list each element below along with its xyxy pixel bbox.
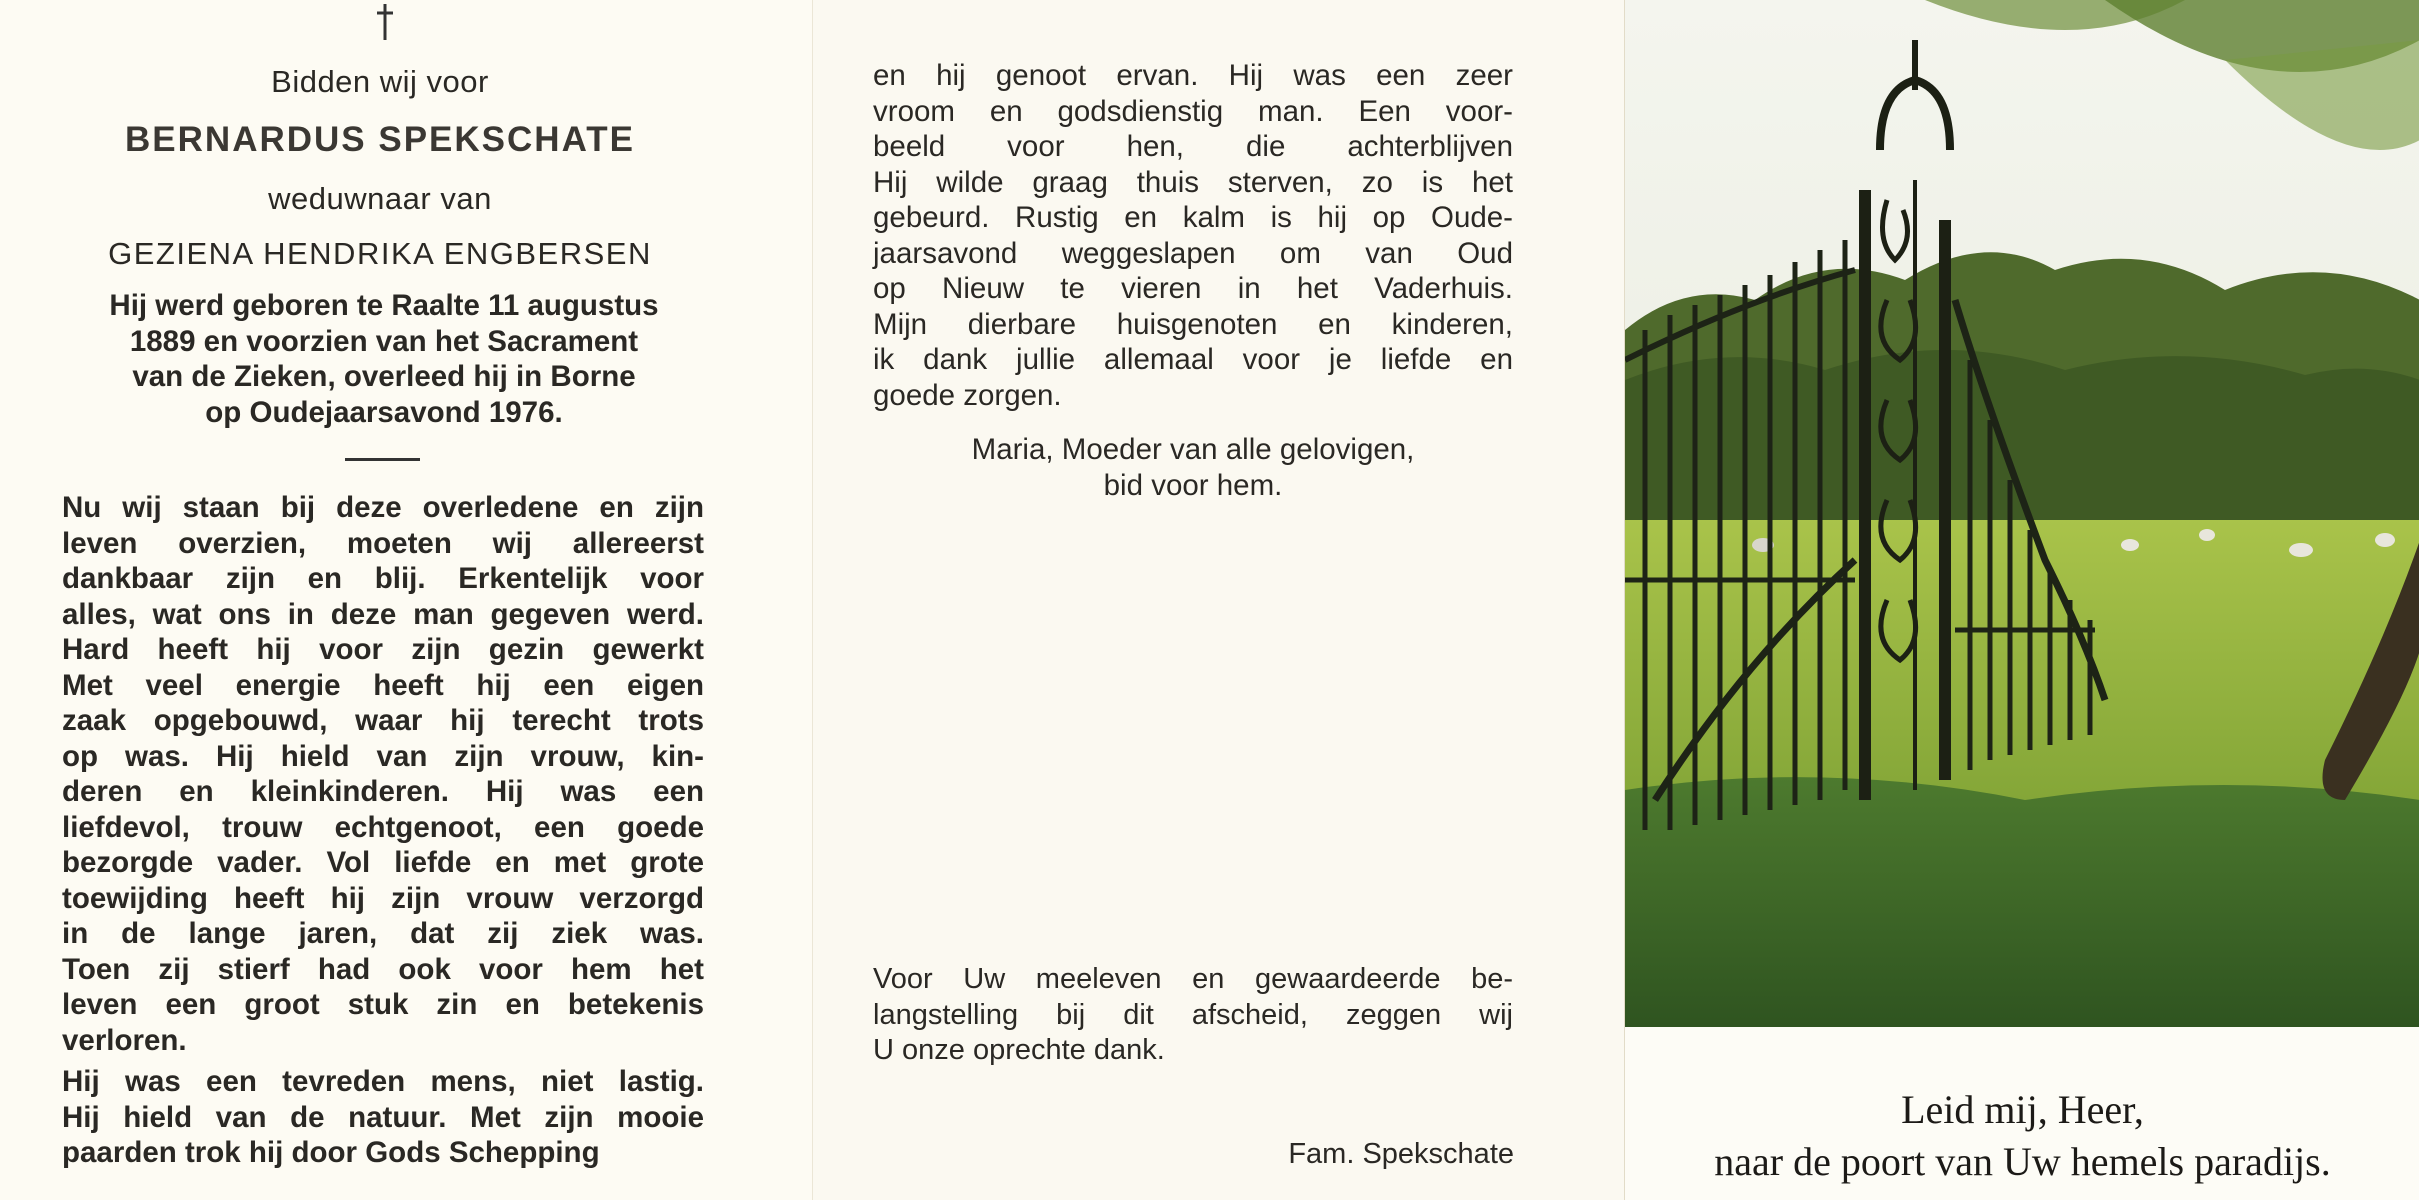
- text-line: zaak opgebouwd, waar hij terecht trots: [62, 704, 704, 737]
- caption-line-2: naar de poort van Uw hemels paradijs.: [1714, 1139, 2331, 1184]
- text-line: Toen zij stierf had ook voor hem het: [62, 952, 704, 986]
- text-line: toewijding heeft hij zijn vrouw verzorgd: [62, 881, 704, 915]
- text-line: Voor Uw meeleven en gewaardeerde be-: [873, 963, 1513, 995]
- text-line: verloren.: [62, 1023, 187, 1057]
- text-line: bezorgde vader. Vol liefde en met grote: [62, 846, 704, 879]
- text-line: leven overzien, moeten wij allereerst: [62, 526, 704, 560]
- text-line: U onze oprechte dank.: [873, 1034, 1165, 1066]
- text-line: Maria, Moeder van alle gelovigen,: [971, 433, 1415, 466]
- text-line: liefdevol, trouw echtgenoot, een goede: [62, 810, 704, 844]
- middle-panel: [812, 0, 1624, 1200]
- text-line: in de lange jaren, dat zij ziek was.: [62, 917, 704, 950]
- text-line: vroom en godsdienstig man. Een voor-: [873, 94, 1513, 128]
- cross-icon: [370, 2, 400, 42]
- right-panel: [1624, 0, 2419, 1200]
- birth-info: [64, 288, 704, 430]
- section-divider: [345, 458, 420, 461]
- text-line: Mijn dierbare huisgenoten en kinderen,: [873, 307, 1513, 341]
- text-line: beeld voor hen, die achterblijven: [873, 130, 1513, 163]
- left-panel: [0, 0, 812, 1200]
- thanks-text: [873, 962, 1513, 1069]
- caption-line-1: Leid mij, Heer,: [1901, 1087, 2144, 1132]
- text-line: gebeurd. Rustig en kalm is hij op Oude-: [873, 201, 1513, 234]
- garden-gate-photo-icon: [1625, 0, 2419, 1027]
- text-line: op Nieuw te vieren in het Vaderhuis.: [873, 272, 1513, 305]
- text-line: jaarsavond weggeslapen om van Oud: [873, 236, 1513, 270]
- prayer-header: Bidden wij voor: [271, 64, 489, 99]
- text-line: bid voor hem.: [1103, 468, 1283, 502]
- text-line: paarden trok hij door Gods Schepping: [62, 1136, 600, 1169]
- text-line: goede zorgen.: [873, 378, 1062, 412]
- relation-text: weduwnaar van: [268, 181, 492, 216]
- text-line: Nu wij staan bij deze overledene en zijn: [62, 491, 704, 524]
- text-line: 1889 en voorzien van het Sacrament: [129, 324, 639, 358]
- text-line: op was. Hij hield van zijn vrouw, kin-: [62, 739, 704, 773]
- text-line: deren en kleinkinderen. Hij was een: [62, 775, 704, 808]
- memorial-text-continued: [62, 1064, 704, 1171]
- signature: Fam. Spekschate: [1288, 1138, 1514, 1170]
- text-line: Hij wilde graag thuis sterven, zo is het: [873, 165, 1513, 199]
- text-line: langstelling bij dit afscheid, zeggen wij: [873, 998, 1513, 1031]
- text-line: alles, wat ons in deze man gegeven werd.: [62, 597, 704, 631]
- text-line: Hij werd geboren te Raalte 11 augustus: [109, 289, 659, 322]
- text-line: van de Zieken, overleed hij in Borne: [132, 360, 636, 393]
- memorial-text: [62, 490, 704, 1058]
- text-line: op Oudejaarsavond 1976.: [205, 395, 563, 429]
- memorial-text-continued-middle: [873, 58, 1513, 413]
- text-line: Hij hield van de natuur. Met zijn mooie: [62, 1100, 704, 1134]
- text-line: dankbaar zijn en blij. Erkentelijk voor: [62, 562, 704, 595]
- text-line: Hij was een tevreden mens, niet lastig.: [62, 1065, 704, 1098]
- spouse-name: GEZIENA HENDRIKA ENGBERSEN: [108, 236, 652, 271]
- deceased-name: BERNARDUS SPEKSCHATE: [125, 120, 635, 159]
- text-line: leven een groot stuk zin en betekenis: [62, 988, 704, 1021]
- text-line: ik dank jullie allemaal voor je liefde en: [873, 343, 1513, 376]
- text-line: en hij genoot ervan. Hij was een zeer: [873, 59, 1513, 92]
- text-line: Hard heeft hij voor zijn gezin gewerkt: [62, 633, 704, 666]
- text-line: Met veel energie heeft hij een eigen: [62, 668, 704, 702]
- prayer-text: [873, 432, 1513, 503]
